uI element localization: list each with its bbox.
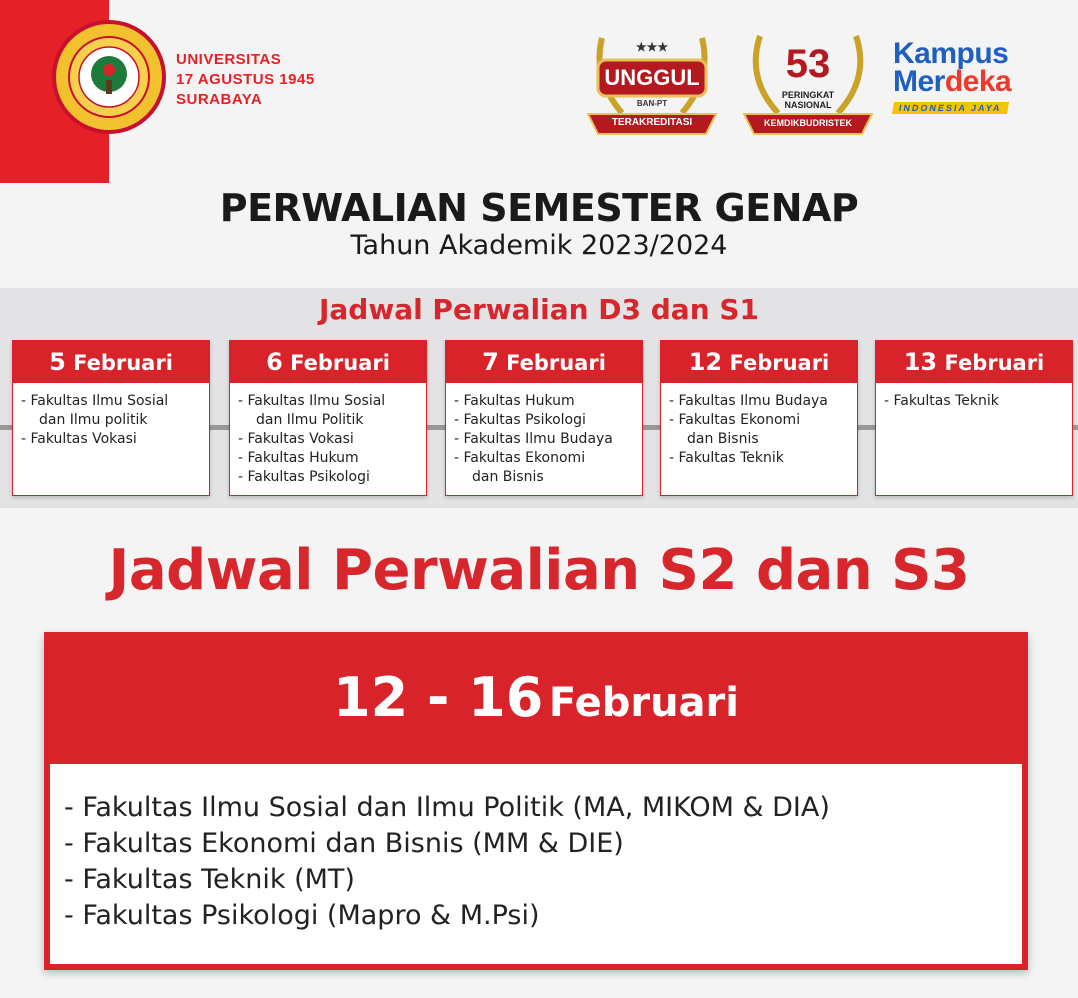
s2-s3-date-range: 12 - 16 bbox=[333, 666, 544, 729]
faculty-item: - Fakultas Teknik bbox=[669, 450, 784, 466]
faculty-item: dan Ilmu Politik bbox=[256, 412, 364, 428]
faculty-list bbox=[446, 383, 642, 487]
faculty-item: - Fakultas Psikologi (Mapro & M.Psi) bbox=[64, 900, 540, 931]
schedule-card-month: Februari bbox=[722, 351, 830, 375]
unggul-label: UNGGUL bbox=[604, 65, 700, 90]
kampus-tagline: INDONESIA JAYA bbox=[892, 102, 1009, 114]
schedule-card-date bbox=[230, 341, 426, 383]
unggul-ribbon: TERAKREDITASI bbox=[611, 117, 693, 128]
rank-label-2: NASIONAL bbox=[784, 100, 832, 110]
faculty-item: - Fakultas Ilmu Budaya bbox=[669, 393, 828, 409]
merdeka-word-b: deka bbox=[944, 65, 1012, 98]
schedule-card-month: Februari bbox=[282, 351, 390, 375]
university-name-line2: 17 AGUSTUS 1945 bbox=[176, 71, 315, 88]
faculty-item: - Fakultas Psikologi bbox=[238, 469, 370, 485]
rank-number: 53 bbox=[785, 42, 831, 86]
schedule-card bbox=[660, 340, 858, 496]
schedule-card bbox=[229, 340, 427, 496]
rank-label-1: PERINGKAT bbox=[781, 90, 835, 100]
faculty-item: dan Bisnis bbox=[472, 469, 544, 485]
faculty-item: - Fakultas Vokasi bbox=[238, 431, 354, 447]
faculty-item: - Fakultas Ilmu Sosial bbox=[238, 393, 386, 409]
schedule-card-day: 6 bbox=[266, 348, 283, 376]
university-name-line1: UNIVERSITAS bbox=[176, 51, 282, 68]
schedule-card-date bbox=[661, 341, 857, 383]
schedule-card-date bbox=[13, 341, 209, 383]
schedule-card bbox=[875, 340, 1073, 496]
s2-s3-date bbox=[44, 632, 1028, 764]
schedule-card-day: 13 bbox=[903, 348, 938, 376]
unggul-sub: BAN-PT bbox=[636, 99, 668, 108]
s2-s3-title: Jadwal Perwalian S2 dan S3 bbox=[108, 538, 970, 603]
faculty-item: - Fakultas Ilmu Budaya bbox=[454, 431, 613, 447]
s2-s3-date-month: Februari bbox=[548, 680, 739, 726]
faculty-item: - Fakultas Vokasi bbox=[21, 431, 137, 447]
faculty-item: - Fakultas Ilmu Sosial bbox=[21, 393, 169, 409]
merdeka-word-a: Mer bbox=[893, 65, 945, 98]
schedule-card-day: 12 bbox=[688, 348, 723, 376]
schedule-card bbox=[12, 340, 210, 496]
schedule-card-month: Februari bbox=[498, 351, 606, 375]
faculty-list bbox=[230, 383, 426, 487]
faculty-item: - Fakultas Ekonomi bbox=[454, 450, 586, 466]
faculty-list bbox=[876, 383, 1072, 411]
university-name-line3: SURABAYA bbox=[176, 91, 263, 108]
university-seal-logo bbox=[52, 20, 166, 134]
kampus-merdeka-logo bbox=[893, 37, 1053, 120]
faculty-list bbox=[13, 383, 209, 449]
rank-ribbon: KEMDIKBUDRISTEK bbox=[763, 118, 852, 128]
schedule-card-month: Februari bbox=[937, 351, 1045, 375]
faculty-item: dan Bisnis bbox=[687, 431, 759, 447]
s2-s3-schedule-card bbox=[44, 632, 1028, 970]
s2-s3-faculty-list bbox=[50, 764, 1022, 964]
schedule-card-month: Februari bbox=[65, 351, 173, 375]
faculty-list bbox=[661, 383, 857, 468]
page-title: PERWALIAN SEMESTER GENAP bbox=[219, 186, 859, 230]
faculty-item: - Fakultas Ekonomi dan Bisnis (MM & DIE) bbox=[64, 828, 624, 859]
schedule-card bbox=[445, 340, 643, 496]
page-subtitle: Tahun Akademik 2023/2024 bbox=[350, 230, 728, 261]
faculty-item: - Fakultas Hukum bbox=[238, 450, 359, 466]
faculty-item: - Fakultas Hukum bbox=[454, 393, 575, 409]
university-name bbox=[176, 50, 315, 110]
faculty-item: - Fakultas Ekonomi bbox=[669, 412, 801, 428]
d3-s1-title: Jadwal Perwalian D3 dan S1 bbox=[318, 293, 760, 326]
schedule-card-day: 7 bbox=[482, 348, 499, 376]
schedule-card-date bbox=[446, 341, 642, 383]
faculty-item: - Fakultas Teknik (MT) bbox=[64, 864, 355, 895]
national-rank-badge bbox=[738, 18, 878, 142]
faculty-item: - Fakultas Psikologi bbox=[454, 412, 586, 428]
faculty-item: - Fakultas Teknik bbox=[884, 393, 999, 409]
faculty-item: dan Ilmu politik bbox=[39, 412, 148, 428]
kampus-word: Kampus bbox=[893, 37, 1009, 70]
unggul-accreditation-badge bbox=[582, 18, 722, 142]
unggul-stars: ★★★ bbox=[635, 40, 669, 54]
schedule-card-day: 5 bbox=[49, 348, 66, 376]
merdeka-word bbox=[893, 65, 1053, 98]
faculty-item: - Fakultas Ilmu Sosial dan Ilmu Politik (MA, MIKOM & DIA) bbox=[64, 792, 830, 823]
schedule-card-date bbox=[876, 341, 1072, 383]
